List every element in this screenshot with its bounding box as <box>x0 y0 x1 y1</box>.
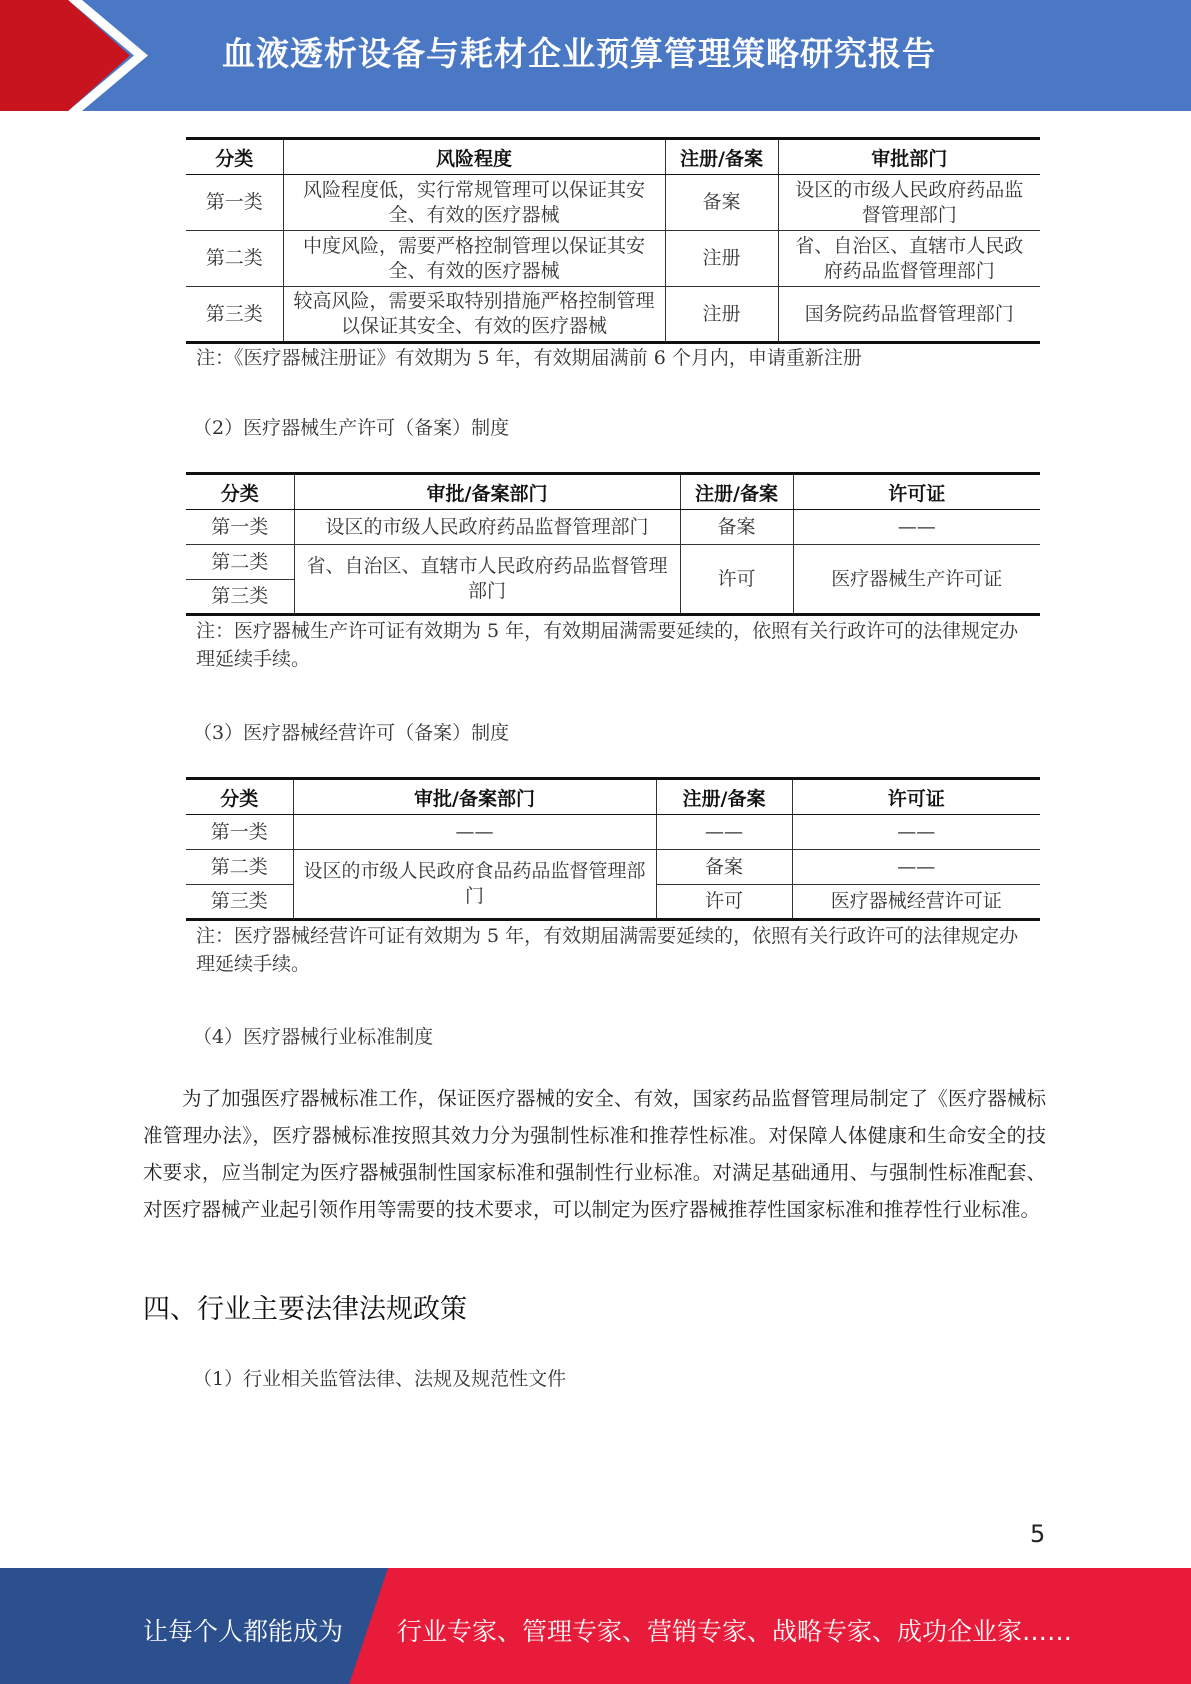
cell-reg: 许可 <box>656 885 792 920</box>
cell-reg: 备案 <box>656 850 792 885</box>
subhead-industry-standard: （4）医疗器械行业标准制度 <box>193 1026 434 1048</box>
header-chevron <box>68 0 158 111</box>
cell-license: —— <box>792 815 1040 850</box>
col-header: 审批/备案部门 <box>294 474 680 510</box>
col-header: 审批/备案部门 <box>293 779 656 815</box>
cell-class: 第三类 <box>186 580 294 615</box>
cell-reg: 注册 <box>665 287 778 343</box>
subhead-production-license: （2）医疗器械生产许可（备案）制度 <box>193 417 510 439</box>
cell-risk: 中度风险，需要严格控制管理以保证其安全、有效的医疗器械 <box>283 231 665 287</box>
col-header: 审批部门 <box>778 139 1040 175</box>
cell-class: 第二类 <box>186 850 293 885</box>
cell-dept: —— <box>293 815 656 850</box>
col-header: 许可证 <box>792 779 1040 815</box>
footer-slogan-right: 行业专家、管理专家、营销专家、战略专家、成功企业家…… <box>397 1617 1073 1646</box>
page-header <box>0 0 1191 111</box>
col-header: 注册/备案 <box>665 139 778 175</box>
cell-dept: 省、自治区、直辖市人民政府药品监督管理部门 <box>294 545 680 615</box>
table3-note: 注：医疗器械经营许可证有效期为 5 年，有效期届满需要延续的，依照有关行政许可的法律规定办理延续手续。 <box>196 925 1019 975</box>
cell-dept: 设区的市级人民政府药品监督管理部门 <box>294 510 680 545</box>
cell-class: 第一类 <box>186 510 294 545</box>
cell-reg: 备案 <box>680 510 793 545</box>
device-classification-table <box>186 137 1040 344</box>
cell-reg: —— <box>656 815 792 850</box>
table-row <box>186 545 1040 580</box>
table-row <box>186 175 1040 231</box>
col-header: 注册/备案 <box>656 779 792 815</box>
subhead-business-license: （3）医疗器械经营许可（备案）制度 <box>193 722 510 744</box>
table-row <box>186 231 1040 287</box>
paragraph-text: 为了加强医疗器械标准工作，保证医疗器械的安全、有效，国家药品监督管理局制定了《医疗器械标准管理办法》，医疗器械标准按照其效力分为强制性标准和推荐性标准。对保障人体健康和生命安全的技术要求，应当制定为医疗器械强制性国家标准和强制性行业标准。对满足基础通用、与强制性标准配套、对医疗器械产业起引领作用等需要的技术要求，可以制定为医疗器械推荐性国家标准和推荐性行业标准。 <box>143 1087 1046 1221</box>
table1-note: 注：《医疗器械注册证》有效期为 5 年，有效期届满前 6 个月内，申请重新注册 <box>196 347 862 369</box>
page-number: 5 <box>1030 1520 1046 1548</box>
cell-license: 医疗器械生产许可证 <box>793 545 1040 615</box>
body-paragraph <box>143 1080 1046 1228</box>
cell-class: 第三类 <box>186 287 283 343</box>
col-header: 分类 <box>186 779 293 815</box>
cell-dept: 设区的市级人民政府药品监督管理部门 <box>778 175 1040 231</box>
cell-reg: 许可 <box>680 545 793 615</box>
cell-license: 医疗器械经营许可证 <box>792 885 1040 920</box>
col-header: 分类 <box>186 139 283 175</box>
cell-class: 第三类 <box>186 885 293 920</box>
cell-risk: 风险程度低，实行常规管理可以保证其安全、有效的医疗器械 <box>283 175 665 231</box>
report-title: 血液透析设备与耗材企业预算管理策略研究报告 <box>222 34 936 73</box>
table-row <box>186 510 1040 545</box>
col-header: 风险程度 <box>283 139 665 175</box>
col-header: 许可证 <box>793 474 1040 510</box>
cell-class: 第一类 <box>186 815 293 850</box>
cell-license: —— <box>792 850 1040 885</box>
cell-dept: 国务院药品监督管理部门 <box>778 287 1040 343</box>
cell-risk: 较高风险，需要采取特别措施严格控制管理以保证其安全、有效的医疗器械 <box>283 287 665 343</box>
col-header: 分类 <box>186 474 294 510</box>
table-row <box>186 815 1040 850</box>
business-license-table <box>186 777 1040 921</box>
section-title: 四、行业主要法律法规政策 <box>143 1294 467 1325</box>
cell-dept: 设区的市级人民政府食品药品监督管理部门 <box>293 850 656 920</box>
cell-class: 第一类 <box>186 175 283 231</box>
col-header: 注册/备案 <box>680 474 793 510</box>
footer-slogan-left: 让每个人都能成为 <box>143 1617 344 1646</box>
cell-reg: 备案 <box>665 175 778 231</box>
cell-dept: 省、自治区、直辖市人民政府药品监督管理部门 <box>778 231 1040 287</box>
table2-note: 注：医疗器械生产许可证有效期为 5 年，有效期届满需要延续的，依照有关行政许可的法律规定办理延续手续。 <box>196 620 1019 670</box>
production-license-table <box>186 472 1040 616</box>
table-row <box>186 850 1040 885</box>
cell-reg: 注册 <box>665 231 778 287</box>
subhead-regulations: （1）行业相关监管法律、法规及规范性文件 <box>193 1368 567 1390</box>
page-footer <box>0 1568 1191 1684</box>
cell-license: —— <box>793 510 1040 545</box>
cell-class: 第二类 <box>186 231 283 287</box>
cell-class: 第二类 <box>186 545 294 580</box>
table-row <box>186 287 1040 343</box>
header-red-block <box>0 0 70 111</box>
